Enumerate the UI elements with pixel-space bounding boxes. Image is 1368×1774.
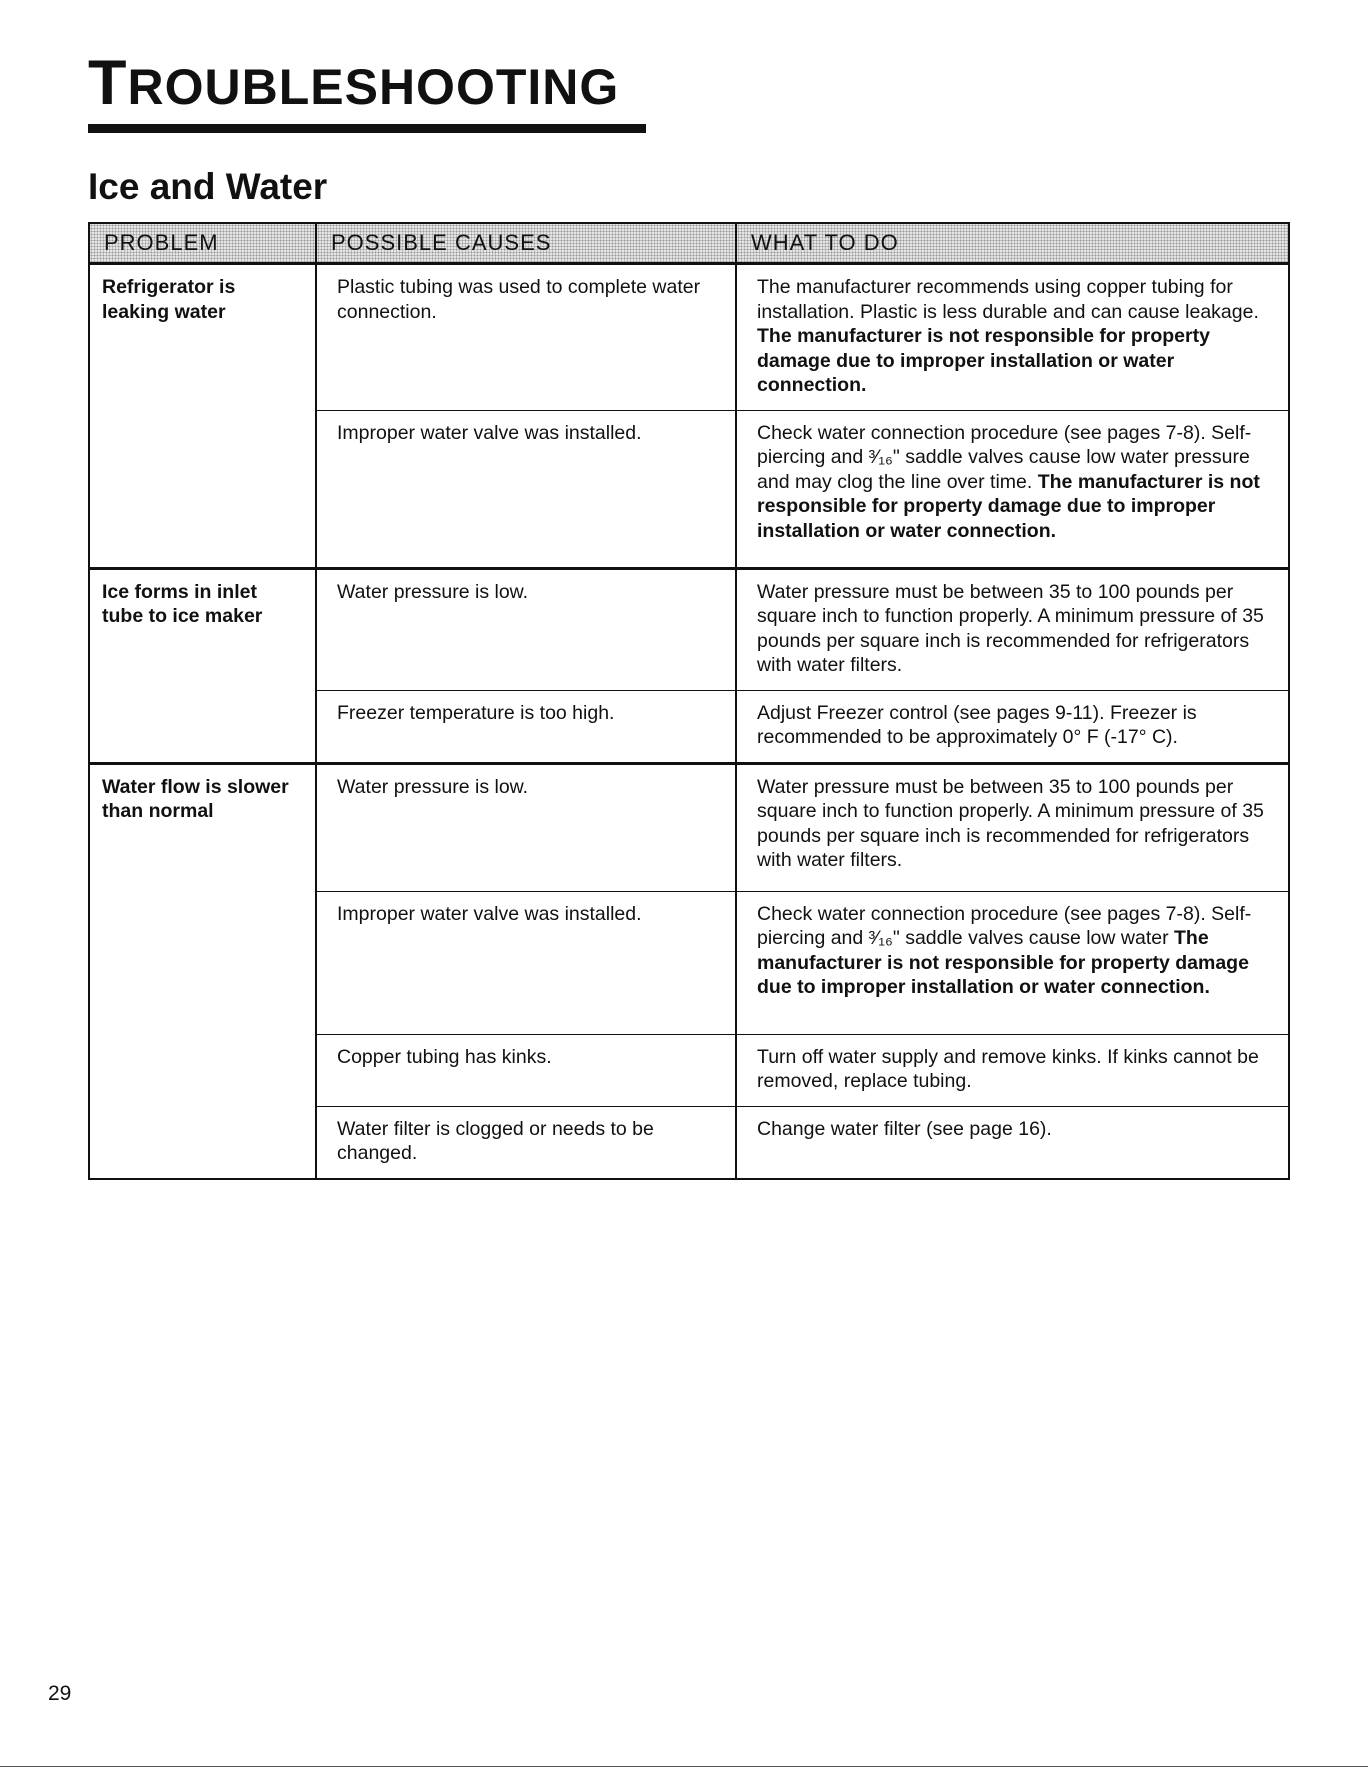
problem-cell: Water flow is slower than normal — [89, 763, 316, 1179]
column-header-what-to-do: WHAT TO DO — [736, 223, 1289, 264]
table-row — [89, 568, 1289, 690]
column-header-possible-causes: POSSIBLE CAUSES — [316, 223, 736, 264]
todo-cell — [736, 410, 1289, 568]
column-header-problem: PROBLEM — [89, 223, 316, 264]
cause-cell: Improper water valve was installed. — [316, 891, 736, 1034]
section-title: Ice and Water — [88, 166, 328, 207]
page-title-initial: T — [88, 48, 128, 118]
cause-cell: Freezer temperature is too high. — [316, 690, 736, 763]
table-row — [89, 264, 1289, 411]
cause-cell: Copper tubing has kinks. — [316, 1034, 736, 1106]
todo-warning: The manufacturer is not responsible for property damage due to improper installation or water connection. — [757, 470, 1260, 542]
todo-text: Turn off water supply and remove kinks. If kinks cannot be removed, replace tubing. — [757, 1045, 1259, 1092]
page-number: 29 — [48, 1682, 72, 1705]
todo-text: Check water connection procedure (see pages 7-8). Self-piercing and ³⁄₁₆" saddle valves cause low water — [757, 902, 1252, 949]
todo-cell — [736, 690, 1289, 763]
cause-cell: Improper water valve was installed. — [316, 410, 736, 568]
troubleshooting-table — [88, 222, 1290, 1180]
todo-text: Adjust Freezer control (see pages 9-11). Freezer is recommended to be approximately 0° F (-17° C). — [757, 701, 1197, 748]
todo-cell — [736, 1106, 1289, 1179]
cause-cell: Water pressure is low. — [316, 763, 736, 891]
todo-cell — [736, 763, 1289, 891]
todo-text: Water pressure must be between 35 to 100 pounds per square inch to function properly. A minimum pressure of 35 pounds per square inch is recommended for refrigerators with water filters. — [757, 580, 1264, 676]
todo-warning: The manufacturer is not responsible for property damage due to improper installation or water connection. — [757, 325, 1210, 396]
cause-cell: Plastic tubing was used to complete water connection. — [316, 264, 736, 411]
todo-cell — [736, 1034, 1289, 1106]
problem-cell: Ice forms in inlet tube to ice maker — [89, 568, 316, 763]
page-title — [88, 48, 620, 118]
todo-text: The manufacturer recommends using copper tubing for installation. Plastic is less durable and can cause leakage. — [757, 276, 1259, 323]
todo-cell — [736, 568, 1289, 690]
todo-cell — [736, 891, 1289, 1034]
table-row — [89, 763, 1289, 891]
cause-cell: Water filter is clogged or needs to be changed. — [316, 1106, 736, 1179]
todo-text: Change water filter (see page 16). — [757, 1117, 1052, 1140]
todo-text: Water pressure must be between 35 to 100 pounds per square inch to function properly. A minimum pressure of 35 pounds per square inch is recommended for refrigerators with water filters. — [757, 775, 1264, 871]
bottom-rule — [0, 1766, 1368, 1767]
cause-cell: Water pressure is low. — [316, 568, 736, 690]
todo-cell — [736, 264, 1289, 411]
page-title-rest: ROUBLESHOOTING — [127, 59, 620, 115]
todo-text: Check water connection procedure (see pages 7-8). Self-piercing and ³⁄₁₆" saddle valves cause low water pressure and may clog the line over time. — [757, 421, 1252, 493]
table-header-row — [89, 223, 1289, 264]
problem-cell: Refrigerator is leaking water — [89, 264, 316, 569]
title-underline — [88, 124, 646, 133]
todo-warning: The manufacturer is not responsible for property damage due to improper installation or water connection. — [757, 927, 1249, 998]
